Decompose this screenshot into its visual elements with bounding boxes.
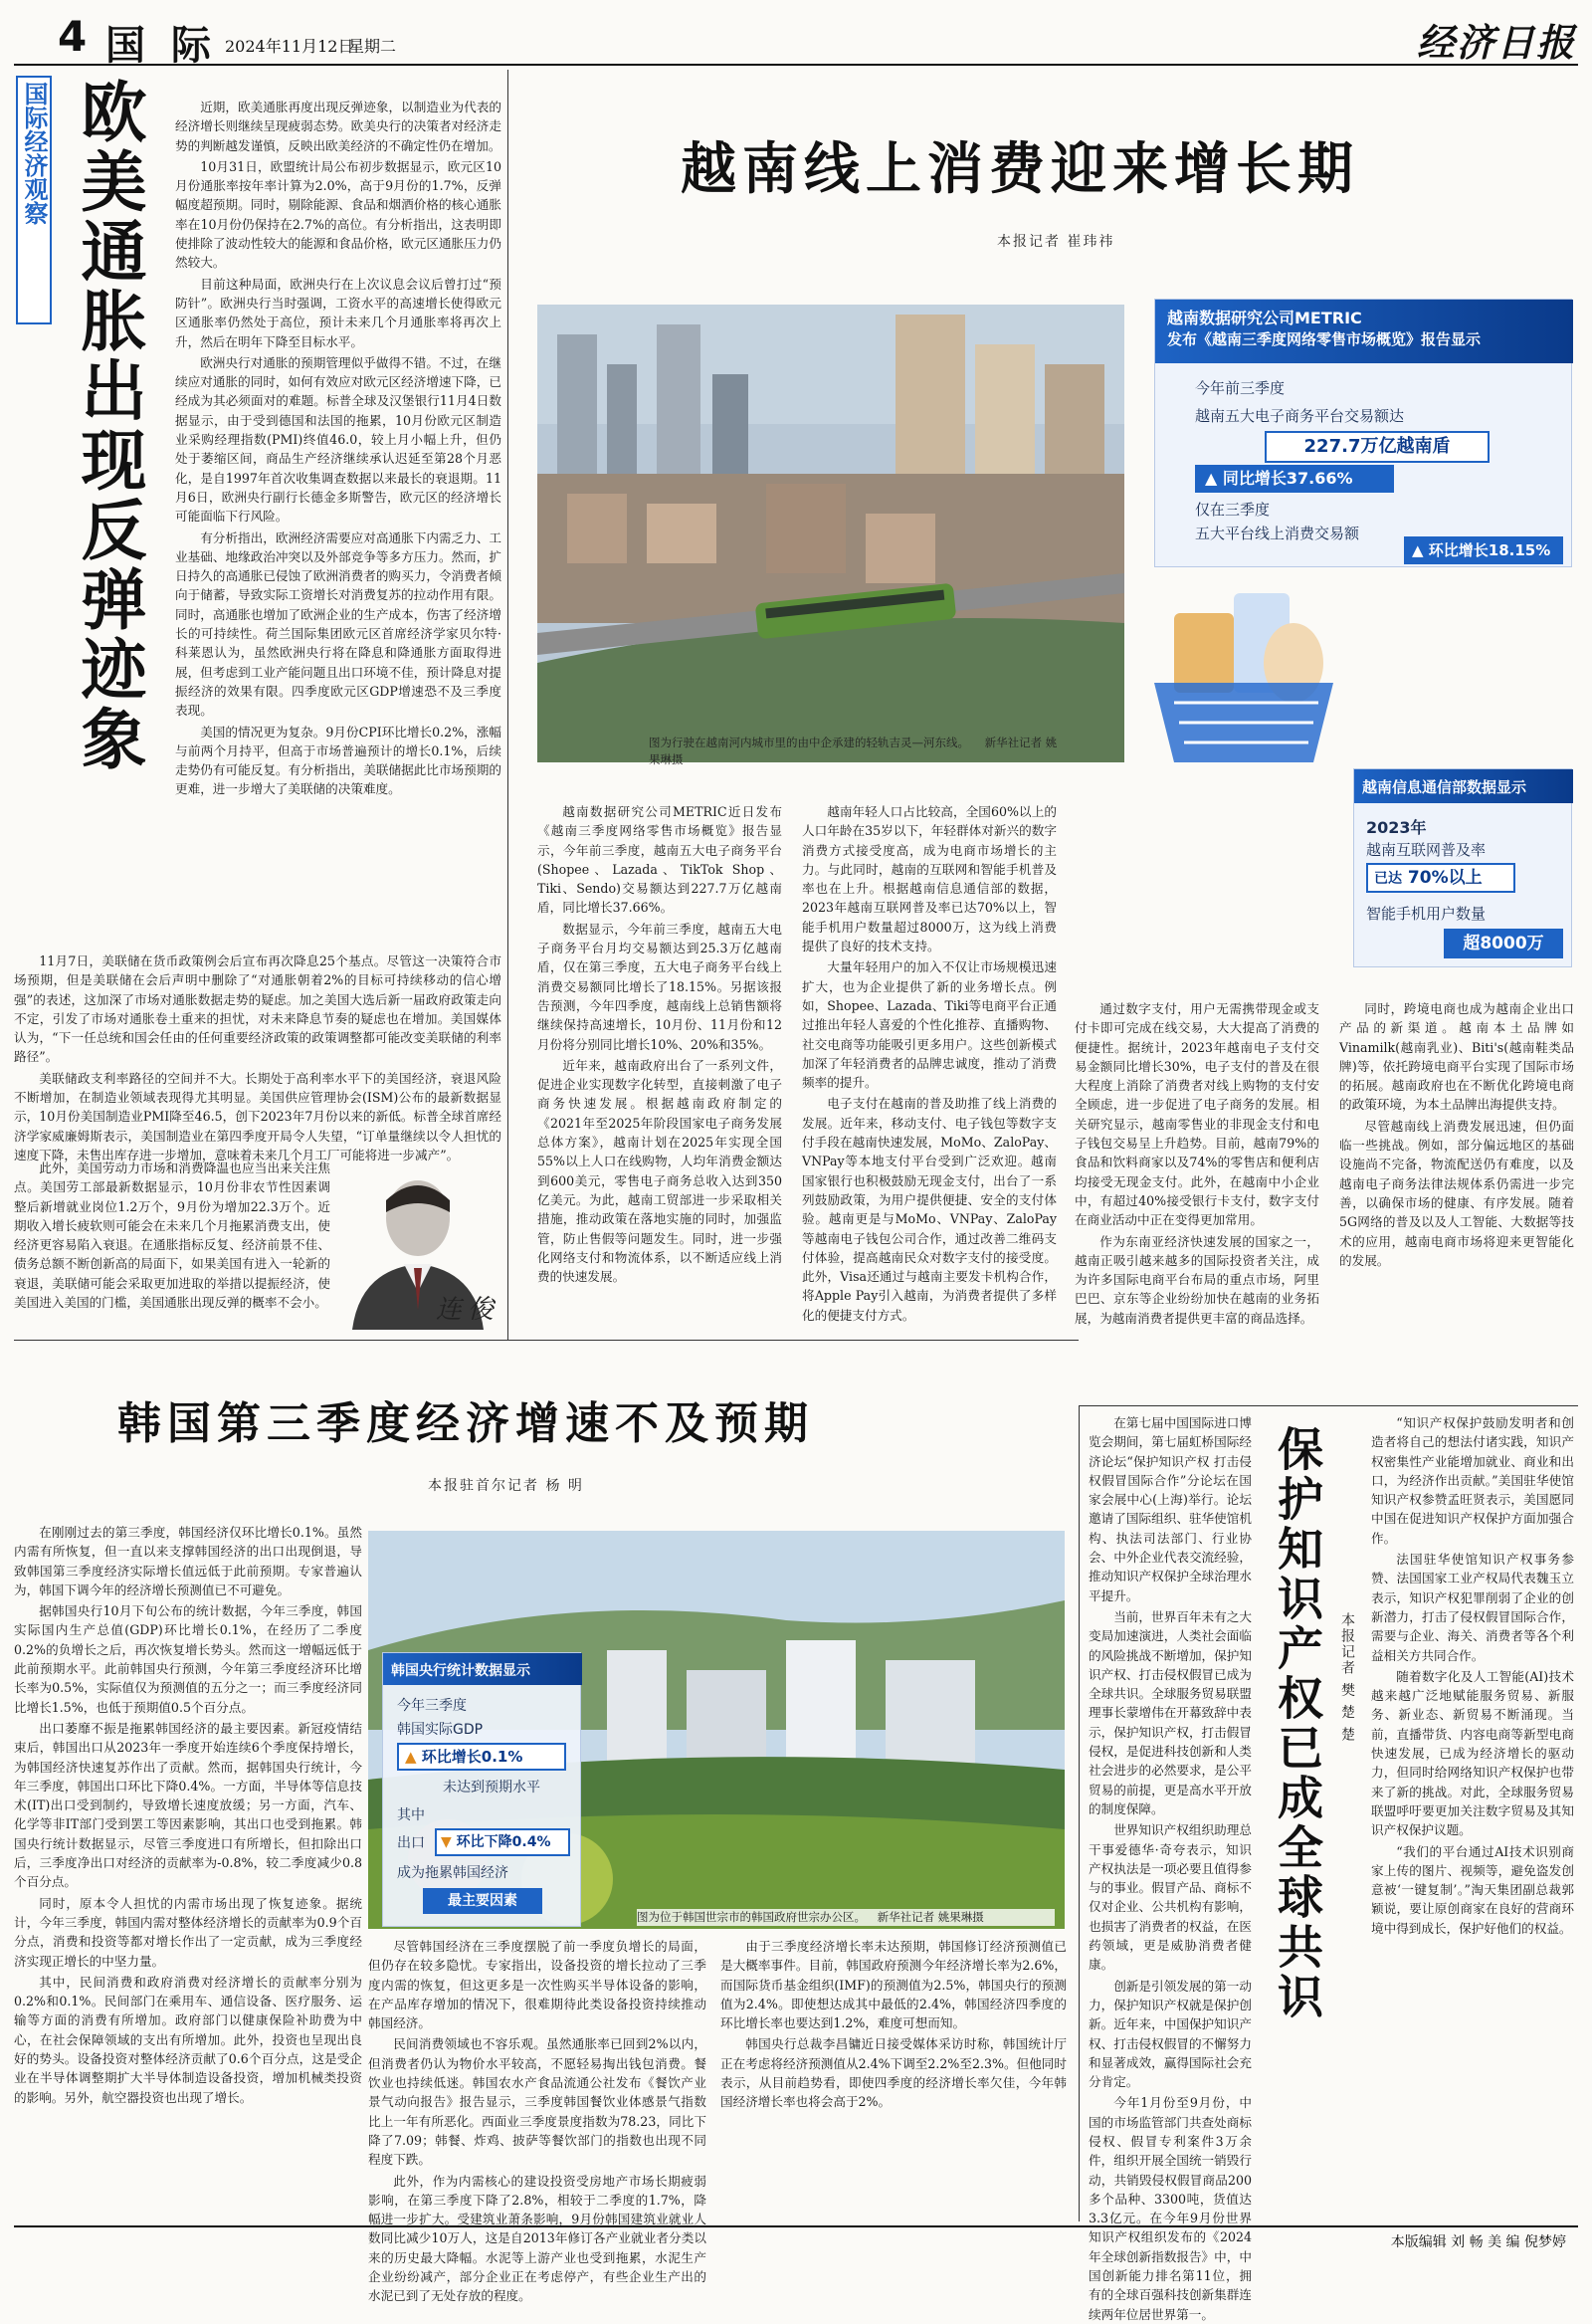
page-header xyxy=(14,10,1578,69)
shopping-cart-illustration xyxy=(1144,573,1343,772)
vietnam-body-col2 xyxy=(802,802,1057,1323)
paragraph: 越南数据研究公司METRIC近日发布《越南三季度网络零售市场概览》报告显示，今年前三季度，越南五大电子商务平台(Shopee、Lazada、TikTok Shop、Tiki、Sendo)交易额达到227.7万亿越南盾，同比增长37.66%。 xyxy=(537,804,782,916)
korea-drag-chip: 最主要因素 xyxy=(423,1888,542,1914)
up-triangle-icon: ▲ xyxy=(1412,541,1429,559)
korea-infographic xyxy=(382,1652,581,1927)
column-divider xyxy=(507,70,508,1340)
korea-export-label: 出口 xyxy=(397,1835,425,1851)
paragraph: 尽管韩国经济在三季度摆脱了前一季度负增长的局面，但仍存在较多隐忧。专家指出，设备投资的增长拉动了三季度内需的恢复，但这更多是一次性购买半导体设备的影响，在产品库存增加的情况下，很难期待此类设备投资持续推动韩国经济。 xyxy=(368,1939,706,2031)
paragraph: 越南年轻人口占比较高，全国60%以上的人口年龄在35岁以下，年轻群体对新兴的数字消费方式接受度高，成为电商市场增长的主力。与此同时，越南的互联网和智能手机普及率也在上升。根据越南信息通信部的数据，2023年越南互联网普及率已达70%以上，智能手机用户数量超过8000万，这为线上消费提供了良好的技术支持。 xyxy=(802,804,1057,954)
paragraph: 目前这种局面，欧洲央行在上次议息会议后曾打过“预防针”。欧洲央行当时强调，工资水平的高速增长使得欧元区通胀率仍然处于高位，预计未来几个月通胀率将再次上升，然后在明年下降至目标水平。 xyxy=(175,276,501,349)
author-signature: 连俊 xyxy=(435,1295,499,1325)
korea-gdp-chip xyxy=(397,1743,566,1771)
metric-title-bar xyxy=(1155,300,1573,363)
metric-title-line2: 发布《越南三季度网络零售市场概览》报告显示 xyxy=(1167,330,1482,348)
eu-us-body-lower xyxy=(14,951,501,1162)
ip-byline: 本报记者 樊 楚 楚 xyxy=(1339,1612,1355,1744)
korea-drag-label-1: 成为拖累韩国经济 xyxy=(397,1865,508,1881)
issue-date: 2024年11月12日 xyxy=(225,37,354,56)
caption-credit: 新华社记者 姚果琳摄 xyxy=(877,1910,984,1924)
ministry-year: 2023年 xyxy=(1366,818,1427,837)
paragraph: 有分析指出，欧洲经济需要应对高通胀下内需乏力、工业基础、地缘政治冲突以及外部竞争等多方压力。然而，扩日持久的高通胀已侵蚀了欧洲消费者的购买力，令消费者倾向于储蓄，导致实际工资增长对消费复苏的拉动作用有限。同时，高通胀也增加了欧洲企业的生产成本，伤害了经济增长的可持续性。荷兰国际集团欧元区首席经济学家贝尔特·科莱恩认为，虽然欧洲央行将在降息和降通胀方面取得进展，但考虑到工业产能问题且出口环境不佳，预计降息对提振经济的效果有限。四季度欧元区GDP增速恐不及三季度表现。 xyxy=(175,529,501,719)
metric-q3-growth-value: 环比增长18.15% xyxy=(1428,541,1551,559)
ip-headline: 保护知识产权已成全球共识 xyxy=(1271,1425,1324,2022)
paragraph: 当前，世界百年未有之大变局加速演进，人类社会面临的风险挑战不断增加，保护知识产权、打击侵权假冒已成为全球共识。全球服务贸易联盟理事长蒙增伟在开幕致辞中表示，保护知识产权，打击假冒侵权，是促进科技创新和人类社会进步的必然要求，是公平贸易的前提，更是高水平开放的制度保障。 xyxy=(1089,1608,1252,1816)
eu-us-headline: 欧美通胀出现反弹迹象 xyxy=(70,78,147,774)
metric-platforms-label: 越南五大电子商务平台交易额达 xyxy=(1195,407,1405,425)
paragraph: 数据显示，今年前三季度，越南五大电子商务平台月均交易额达到25.3万亿越南盾，仅在第三季度，五大电子商务平台线上消费交易额同比增长了18.15%。另据该报告预测，今年四季度，越南线上总销售额将继续保持高速增长，10月份、11月份和12月份将分别同比增长10%、20%和35%。 xyxy=(537,921,782,1052)
korea-info-title: 韩国央行统计数据显示 xyxy=(383,1653,582,1685)
paragraph: 随着数字化及人工智能(AI)技术越来越广泛地赋能服务贸易、新服务、新业态、新贸易不断涌现。当前，直播带货、内容电商等新型电商快速发展，已成为经济增长的驱动力，但同时给网络知识产权保护也带来了新的挑战。对此，全球服务贸易联盟呼吁要更加关注数字贸易及其知识产权保护议题。 xyxy=(1371,1668,1574,1838)
paragraph: 10月31日，欧盟统计局公布初步数据显示，欧元区10月份通胀率按年率计算为2.0%，高于9月份的1.7%，反弹幅度超预期。同时，剔除能源、食品和烟酒价格的核心通胀率在10月份仍保持在2.7%的高位。有分析指出，这表明即使排除了波动性较大的能源和食品价格，欧元区通胀压力仍然较大。 xyxy=(175,158,501,271)
ministry-infographic xyxy=(1353,768,1572,967)
metric-growth-value: 同比增长37.66% xyxy=(1222,469,1353,488)
eu-us-body-upper xyxy=(175,98,501,944)
paragraph: 出口萎靡不振是拖累韩国经济的最主要因素。新冠疫情结束后，韩国出口从2023年一季度开始连续6个季度保持增长，为韩国经济快速复苏作出了贡献。然而，据韩国央行统计，今年三季度，韩国出口环比下降0.4%。一方面，半导体等信息技术(IT)出口受到制约，导致增长速度放缓；另一方面，汽车、化学等非IT部门受到罢工等因素影响，其出口也受到拖累。韩国央行统计数据显示，尽管三季度进口有所增长，但扣除出口后，三季度净出口对经济的贡献率为-0.8%，较二季度减少0.8个百分点。 xyxy=(14,1720,362,1890)
metric-q3-label: 仅在三季度 xyxy=(1195,501,1271,519)
paragraph: 美联储政支利率路径的空间并不大。长期处于高利率水平下的美国经济，衰退风险不断增加，在制造业领域表现得尤其明显。美国供应管理协会(ISM)公布的最新数据显示，10月份美国制造业PMI降至46.5，创下2023年7月份以来的新低。标普全球首席经济学家威廉姆斯表示，美国制造业在第四季度开局令人失望，“订单量继续以令人担忧的速度下降，未售出库存进一步增加，意味着未来几个月工厂可能将进一步减产”。 xyxy=(14,1070,501,1162)
footer-rule xyxy=(14,2225,1578,2227)
paragraph: 电子支付在越南的普及助推了线上消费的发展。近年来，移动支付、电子钱包等数字支付手段在越南快速发展，MoMo、ZaloPay、VNPay等本地支付平台受到广泛欢迎。越南国家银行也积极鼓励无现金支付，出台了一系列鼓励政策，为用户提供便捷、安全的支付体验。越南更是与MoMo、VNPay、ZaloPay等越南电子钱包公司合作，通过改善二维码支付体验，提高越南民众对数字支付的接受度。此外，Visa还通过与越南主要发卡机构合作，将Apple Pay引入越南，为消费者提供了多样化的便捷支付方式。 xyxy=(802,1096,1057,1323)
paragraph: “知识产权保护鼓励发明者和创造者将自己的想法付诸实践，知识产权密集性产业能增加就业、商业和出口，为经济作出贡献。”美国驻华使馆知识产权参赞孟旺贤表示，美国愿同中国在促进知识产权保护方面加强合作。 xyxy=(1371,1415,1574,1546)
paragraph: 大量年轻用户的加入不仅让市场规模迅速扩大，也为企业提供了新的业务增长点。例如，Shopee、Lazada、Tiki等电商平台正通过推出年轻人喜爱的个性化推荐、直播购物、社交电商等功能吸引更多用户。这些创新模式加深了年轻消费者的品牌忠诚度，推动了消费频率的提升。 xyxy=(802,959,1057,1091)
caption-text: 图为位于韩国世宗市的韩国政府世宗办公区。 xyxy=(637,1910,866,1924)
ministry-title-bar: 越南信息通信部数据显示 xyxy=(1354,769,1573,803)
metric-infographic xyxy=(1154,299,1572,567)
vietnam-body-col1 xyxy=(537,802,782,1320)
caption-text: 图为行驶在越南河内城市里的由中企承建的轻轨吉灵—河东线。 xyxy=(649,736,969,749)
korea-below-label: 未达到预期水平 xyxy=(443,1780,540,1796)
paragraph: 近年来，越南政府出台了一系列文件，促进企业实现数字化转型，直接刺激了电子商务快速发展。根据越南政府制定的《2021年至2025年阶段国家电子商务发展总体方案》，越南计划在2025年实现全国55%以上人口在线购物，人均年消费金额达到600美元，零售电子商务总收入达到350亿美元。为此，越南工贸部进一步采取相关措施，推动政策在落地实施的同时，加强监管，防止售假等问题发生。同时，进一步强化网络支付和物流体系，以不断适应线上消费的快速发展。 xyxy=(537,1057,782,1285)
korea-byline: 本报驻首尔记者 杨 明 xyxy=(428,1478,584,1494)
metric-q3-growth-chip xyxy=(1404,536,1563,564)
ip-body-col1 xyxy=(1089,1413,1252,2322)
ministry-smartphone-label: 智能手机用户数量 xyxy=(1366,905,1487,923)
column-tag-text: 国际经济观察 xyxy=(20,82,48,225)
metric-title-line1: 越南数据研究公司METRIC xyxy=(1167,309,1362,327)
paragraph: 同时，跨境电商也成为越南企业出口产品的新渠道。越南本土品牌如Vinamilk(越南乳业)、Biti's(越南鞋类品牌)等，依托跨境电商平台实现了国际市场的拓展。越南政府也在不断优化跨境电商的政策环境，为本土品牌出海提供支持。 xyxy=(1339,1001,1574,1113)
korea-body-col3 xyxy=(720,1937,1067,2219)
paragraph: 欧洲央行对通胀的预期管理似乎做得不错。不过，在继续应对通胀的同时，如何有效应对欧元区经济增速下降，已经成为其必须面对的难题。标普全球及汉堡银行11月4日数据显示，由于受到德国和法国的拖累，10月份欧元区制造业采购经理指数(PMI)终值46.0，较上月小幅上升，但仍处于萎缩区间，商品生产经济继续承认迟延至第28个月恶化，是自1997年首次收集调查数据以来最长的衰退期。11月6日，欧洲央行副行长德金多斯警告，欧元区的经济增长可能面临下行风险。 xyxy=(175,354,501,525)
korea-gdp-label: 韩国实际GDP xyxy=(397,1722,484,1738)
eu-us-body-bottom xyxy=(14,1159,330,1330)
vietnam-byline: 本报记者 崔玮祎 xyxy=(997,234,1115,250)
paragraph: “我们的平台通过AI技术识别商家上传的图片、视频等，避免盗发创意被‘一键复制’。”淘天集团副总裁郭颖说，要让原创商家在良好的营商环境中得到成长，保护好他们的权益。 xyxy=(1371,1843,1574,1936)
paragraph: 据韩国央行10月下旬公布的统计数据，今年三季度，韩国实际国内生产总值(GDP)环比增长0.1%，在经历了二季度0.2%的负增长之后，再次恢复增长势头。然而这一增幅远低于此前预期水平。此前韩国央行预测，今年第三季度经济环比增长率为0.5%，实际值仅为预测值的五分之一；而三季度经济同比增长1.5%，也低于预期值0.5个百分点。 xyxy=(14,1603,362,1715)
paragraph: 作为东南亚经济快速发展的国家之一，越南正吸引越来越多的国际投资者关注，成为许多国际电商平台布局的重点市场，阿里巴巴、京东等企业纷纷加快在越南的业务拓展，为越南消费者提供更丰富的商品选择。 xyxy=(1075,1233,1319,1326)
metric-period-label: 今年前三季度 xyxy=(1195,379,1286,397)
down-triangle-icon: ▼ xyxy=(441,1834,457,1850)
paragraph: 世界知识产权组织助理总干事爱德华·奇夸表示，知识产权执法是一项必要且值得参与的事业。假冒产品、商标不仅对企业、公共机构有影响，也损害了消费者的权益，在医药领域，更是威胁消费者健康。 xyxy=(1089,1822,1252,1973)
paragraph: 11月7日，美联储在货币政策例会后宣布再次降息25个基点。尽管这一决策符合市场预期，但是美联储在会后声明中删除了“对通胀朝着2%的目标可持续移动的信心增强”的表述，这加深了市场对通胀数据走势的疑虑。加之美国大选后新一届政府政策走向不定，引发了市场对通胀卷土重来的担忧，对未来降息节奏的疑虑也在增加。美国媒体认为，“下一任总统和国会任由的任何重要经济政策的政策调整都可能改变美联储的利率路径”。 xyxy=(14,953,501,1065)
section-divider xyxy=(14,1340,1079,1341)
paragraph: 法国驻华使馆知识产权事务参赞、法国国家工业产权局代表魏玉立表示，知识产权犯罪削弱了企业的创新潜力，打击了侵权假冒国际合作，需要与企业、海关、消费者等各个利益相关方共同合作。 xyxy=(1371,1552,1574,1663)
section-name: 国 际 xyxy=(105,22,217,69)
ministry-internet-label: 越南互联网普及率 xyxy=(1366,841,1487,859)
masthead-logo: 经济日报 xyxy=(1416,20,1576,65)
ministry-internet-value: 70%以上 xyxy=(1407,868,1483,888)
ministry-smartphone-chip: 超8000万 xyxy=(1444,929,1563,958)
paragraph: 美国的情况更为复杂。9月份CPI环比增长0.2%，涨幅与前两个月持平，但高于市场普遍预计的增长0.1%，后续走势仍有可能反复。有分析指出，美联储据此比市场预期的更难，进一步增大了美联储的决策难度。 xyxy=(175,724,501,797)
paragraph: 今年1月份至9月份，中国的市场监管部门共查处商标侵权、假冒专利案件3万余件，组织开展全国统一销毁行动，共销毁侵权假冒商品200多个品种、3300吨，货值达3.3亿元。在今年9月份世界知识产权组织发布的《2024年全球创新指数报告》中，中国创新能力排名第11位，拥有的全球百强科技创新集群连续两年位居世界第一。 xyxy=(1089,2095,1252,2322)
metric-q3-platforms-label: 五大平台线上消费交易额 xyxy=(1195,525,1360,542)
korea-export-chip xyxy=(435,1828,570,1856)
paragraph: 韩国央行总裁李昌镛近日接受媒体采访时称，韩国统计厅正在考虑将经济预测值从2.4%下调至2.2%至2.3%。但他同时表示，从目前趋势看，即使四季度的经济增长率欠佳，今年韩国经济增长率也将会高于2%。 xyxy=(720,2036,1067,2110)
ip-body-col2 xyxy=(1371,1413,1574,2216)
korea-photo-caption xyxy=(637,1909,1055,1926)
paragraph: 此外，美国劳动力市场和消费降温也应当出来关注焦点。美国劳工部最新数据显示，10月份非农节性因素调整后新增就业岗位1.2万个，9月份为增加22.3万个。近期收入增长疲软则可能会在未来几个月拖累消费支出，使经济更容易陷入衰退。在通胀指标反复、经济前景不佳、债务总额不断创新高的局面下，如果美国有进入一轮新的衰退，美联储可能会采取更加进取的举措以提振经济，使美国进入美国的门槛，美国通胀出现反弹的概率不会小。 xyxy=(14,1161,330,1311)
paragraph: 其中，民间消费和政府消费对经济增长的贡献率分别为0.2%和0.1%。民间部门在乘用车、通信设备、医疗服务、运输等方面的消费有所增加。政府部门以健康保险补助费为中心，在社会保障领域的支出有所增加。此外，投资也呈现出良好的势头。设备投资对整体经济贡献了0.6个百分点，这是受企业在半导体调整期扩大半导体制造设备投资，增加机械类投资的影响。另外，航空器投资也出现了增长。 xyxy=(14,1974,362,2105)
vietnam-photo-caption xyxy=(649,735,1067,768)
korea-q3-label: 今年三季度 xyxy=(397,1698,467,1714)
korea-of-which-label: 其中 xyxy=(397,1807,425,1823)
korea-export-value: 环比下降0.4% xyxy=(456,1834,551,1850)
paragraph: 通过数字支付，用户无需携带现金或支付卡即可完成在线交易，大大提高了消费的便捷性。据统计，2023年越南电子支付交易金额同比增长30%，电子支付的普及在很大程度上消除了消费者对线上购物的支付安全顾虑，进一步促进了电子商务的发展。相关研究显示，越南零售业的非现金支付和电子钱包交易呈上升趋势。目前，越南79%的食品和饮料商家以及74%的零售店和便利店均接受无现金支付。此外，在越南中小企业中，有超过40%接受银行卡支付，数字支付在商业活动中正在变得更加常用。 xyxy=(1075,1001,1319,1228)
vietnam-photo xyxy=(537,305,1124,762)
metric-growth-chip xyxy=(1195,465,1394,493)
footer-editors: 本版编辑 刘 畅 美 编 倪梦婷 xyxy=(1390,2234,1566,2250)
korea-gdp-value: 环比增长0.1% xyxy=(421,1748,523,1766)
section-divider xyxy=(1079,1405,1578,1406)
paragraph: 尽管越南线上消费发展迅速，但仍面临一些挑战。例如，部分偏远地区的基础设施尚不完备，物流配送仍有难度，以及越南电子商务法律法规体系仍需进一步完善，以确保市场的健康、有序发展。随着5G网络的普及以及人工智能、大数据等技术的应用，越南电商市场将迎来更智能化的发展。 xyxy=(1339,1118,1574,1268)
column-tag xyxy=(16,76,52,324)
paragraph: 由于三季度经济增长率未达预期，韩国修订经济预测值已是大概率事件。目前，韩国政府预测今年经济增长率为2.6%，而国际货币基金组织(IMF)的预测值为2.5%，韩国央行的预测值为2.4%。即使想达成其中最低的2.4%，韩国经济四季度的环比增长率也要达到1.2%，难度可想而知。 xyxy=(720,1939,1067,2031)
paragraph: 近期，欧美通胀再度出现反弹迹象，以制造业为代表的经济增长则继续呈现疲弱态势。欧美央行的决策者对经济走势的判断越发谨慎，反映出欧美经济的不确定性仍在增加。 xyxy=(175,100,501,153)
header-rule xyxy=(14,64,1578,66)
issue-weekday: 星期二 xyxy=(348,37,397,56)
page-number: 4 xyxy=(58,12,88,61)
paragraph: 在刚刚过去的第三季度，韩国经济仅环比增长0.1%。虽然内需有所恢复，但一直以来支撑韩国经济的出口出现倒退，导致韩国第三季度经济实际增长值远低于此前预期。专家普遍认为，韩国下调今年的经济增长预测值已不可避免。 xyxy=(14,1525,362,1597)
paragraph: 同时，原本令人担忧的内需市场出现了恢复迹象。据统计，今年三季度，韩国内需对整体经济增长的贡献率为0.9个百分点，消费和投资等都对增长作出了一定贡献，成为三季度经济实现正增长的中坚力量。 xyxy=(14,1895,362,1969)
up-triangle-icon: ▲ xyxy=(405,1748,422,1766)
author-portrait xyxy=(338,1161,503,1330)
ministry-internet-prefix: 已达 xyxy=(1374,871,1402,887)
vietnam-headline: 越南线上消费迎来增长期 xyxy=(681,136,1359,202)
vietnam-body-col3 xyxy=(1075,999,1319,1397)
paragraph: 创新是引领发展的第一动力，保护知识产权就是保护创新。近年来，中国保护知识产权、打击侵权假冒的不懈努力和显著成效，赢得国际社会充分肯定。 xyxy=(1089,1978,1252,2090)
paragraph: 民间消费领域也不容乐观。虽然通胀率已回到2%以内，但消费者仍认为物价水平较高，不愿轻易掏出钱包消费。餐饮业也持续低迷。韩国农水产食品流通公社发布《餐饮产业景气动向报告》报告显示，三季度韩国餐饮业体感景气指数比上一年有所恶化。西面业三季度景度指数为78.23，同比下降了7.09；韩餐、炸鸡、披萨等餐饮部门的指数也出现不同程度下跌。 xyxy=(368,2036,706,2168)
caption-credit: 新华社记者 姚果琳摄 xyxy=(649,736,1058,766)
column-divider xyxy=(1079,1405,1080,2221)
ministry-internet-chip xyxy=(1366,863,1515,893)
up-triangle-icon: ▲ xyxy=(1205,469,1223,488)
metric-amount-chip: 227.7万亿越南盾 xyxy=(1265,431,1490,463)
vietnam-body-col4 xyxy=(1339,999,1574,1397)
paragraph: 此外，作为内需核心的建设投资受房地产市场长期疲弱影响，在第三季度下降了2.8%，相较于二季度的1.7%，降幅进一步扩大。受建筑业萧条影响，9月份韩国建筑业就业人数同比减少10万人，这是自2013年修订各产业就业者分类以来的历史最大降幅。水泥等上游产业也受到拖累，水泥生产企业纷纷减产，部分企业正在考虑停产，有些企业生产出的水泥已到了无处存放的程度。 xyxy=(368,2173,706,2304)
korea-body-col2 xyxy=(368,1937,706,2304)
paragraph: 在第七届中国国际进口博览会期间，第七届虹桥国际经济论坛“保护知识产权 打击侵权假冒国际合作”分论坛在国家会展中心(上海)举行。论坛邀请了国际组织、驻华使馆机构、执法司法部门、行业协会、中外企业代表交流经验，推动知识产权保护全球治理水平提升。 xyxy=(1089,1415,1252,1603)
korea-body-col1 xyxy=(14,1523,362,2219)
korea-headline: 韩国第三季度经济增速不及预期 xyxy=(117,1398,814,1449)
